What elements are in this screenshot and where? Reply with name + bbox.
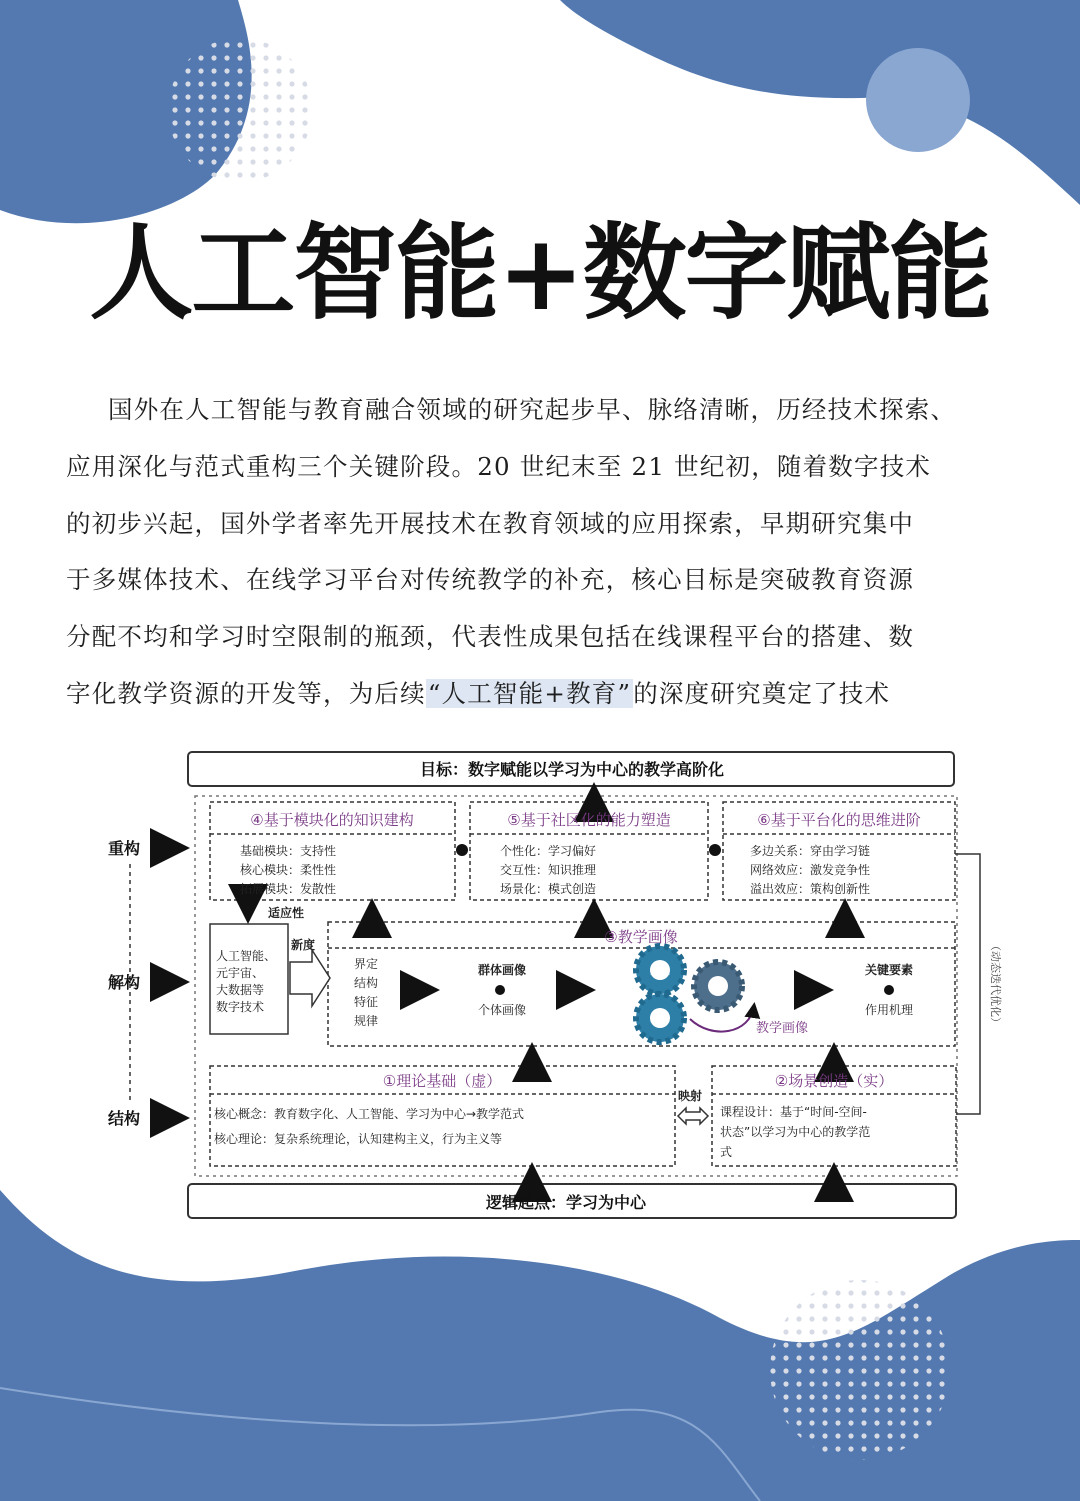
box5-line: 交互性：知识推理 xyxy=(500,863,597,877)
box6-line: 多边关系：穿由学习链 xyxy=(750,844,871,858)
layer-deconstruct-label: 解构 xyxy=(108,973,141,992)
tech-box-line: 大数据等 xyxy=(216,983,265,997)
box4-title: ④基于模块化的知识建构 xyxy=(250,811,414,829)
box1-line: 核心理论：复杂系统理论，认知建构主义，行为主义等 xyxy=(214,1132,503,1146)
individual-portrait: 个体画像 xyxy=(477,1003,527,1017)
side-note: （动态迭代优化） xyxy=(989,940,1002,1028)
portrait-col1: 界定 xyxy=(354,957,379,971)
box6-line: 网络效应：激发竞争性 xyxy=(750,863,871,877)
paragraph-line: 分配不均和学习时空限制的瓶颈，代表性成果包括在线课程平台的搭建、数 xyxy=(66,622,915,652)
mapping-label: 映射 xyxy=(678,1089,703,1103)
tech-box-line: 人工智能、 xyxy=(216,949,277,963)
paragraph-line: 的初步兴起，国外学者率先开展技术在教育领域的应用探索，早期研究集中 xyxy=(66,508,915,538)
highlighted-text: “人工智能+教育” xyxy=(427,678,632,708)
box5-line: 个性化：学习偏好 xyxy=(500,844,597,858)
box5-title: ⑤基于社区化的能力塑造 xyxy=(507,811,671,829)
origin-text: 逻辑起点：学习为中心 xyxy=(485,1193,647,1212)
box1-line: 核心概念：教育数字化、人工智能、学习为中心→教学范式 xyxy=(214,1107,525,1121)
box5-line: 场景化：模式创造 xyxy=(500,882,597,896)
body-paragraph xyxy=(66,382,1026,723)
gear-caption: 教学画像 xyxy=(755,1021,809,1036)
box2-title: ②场景创造（实） xyxy=(774,1072,894,1090)
top-right-blob xyxy=(560,0,1080,205)
key-elements: 关键要素 xyxy=(864,963,914,977)
gear-label-thinking: 思维 xyxy=(650,1014,670,1025)
box1-title: ①理论基础（虚） xyxy=(382,1072,502,1090)
box4-line: 基础模块：支持性 xyxy=(240,844,337,858)
box6-title: ⑥基于平台化的思维进阶 xyxy=(757,811,921,829)
paragraph-line: 应用深化与范式重构三个关键阶段。20 世纪末至 21 世纪初，随着数字技术 xyxy=(66,451,932,481)
tech-box-line: 元宇宙、 xyxy=(216,966,265,980)
paragraph-line: 国外在人工智能与教育融合领域的研究起步早、脉络清晰，历经技术探索、 xyxy=(108,395,957,424)
paragraph-line: 于多媒体技术、在线学习平台对传统教学的补充，核心目标是突破教育资源 xyxy=(66,565,915,595)
gear-label-knowledge: 知识 xyxy=(650,966,670,977)
box2-line: 课程设计：基于“时间-空间- xyxy=(720,1105,867,1119)
box2-line: 式 xyxy=(720,1145,733,1159)
box4-line: 拓展模块：发散性 xyxy=(240,882,337,896)
portrait-col1: 特征 xyxy=(354,995,379,1009)
portrait-title: ③教学画像 xyxy=(604,928,678,946)
page-title: 人工智能+数字赋能 xyxy=(89,212,991,334)
group-portrait: 群体画像 xyxy=(477,963,527,977)
goal-text: 目标：数字赋能以学习为中心的教学高阶化 xyxy=(419,760,725,779)
layer-reconstruct-label: 重构 xyxy=(108,839,141,858)
paragraph-text: 字化教学资源的开发等，为后续 xyxy=(66,678,426,708)
framework-diagram xyxy=(100,744,1002,1230)
gear-label-ability: 能力 xyxy=(708,982,728,993)
new-degree-label: 新度 xyxy=(291,938,316,952)
adapt-label: 适应性 xyxy=(268,906,305,920)
gear-icons xyxy=(636,946,754,1042)
tech-box-line: 数字技术 xyxy=(216,1000,265,1014)
layer-structure-label: 结构 xyxy=(108,1109,141,1128)
box6-line: 溢出效应：策构创新性 xyxy=(750,882,871,896)
portrait-col1: 结构 xyxy=(354,976,379,990)
box4-line: 核心模块：柔性性 xyxy=(240,863,337,877)
portrait-col1: 规律 xyxy=(354,1014,379,1028)
top-right-circle xyxy=(866,48,970,152)
mechanism: 作用机理 xyxy=(864,1003,914,1017)
paragraph-line xyxy=(66,666,1026,723)
box2-line: 状态”以学习为中心的教学范 xyxy=(720,1125,871,1139)
paragraph-text: 的深度研究奠定了技术 xyxy=(633,678,891,708)
